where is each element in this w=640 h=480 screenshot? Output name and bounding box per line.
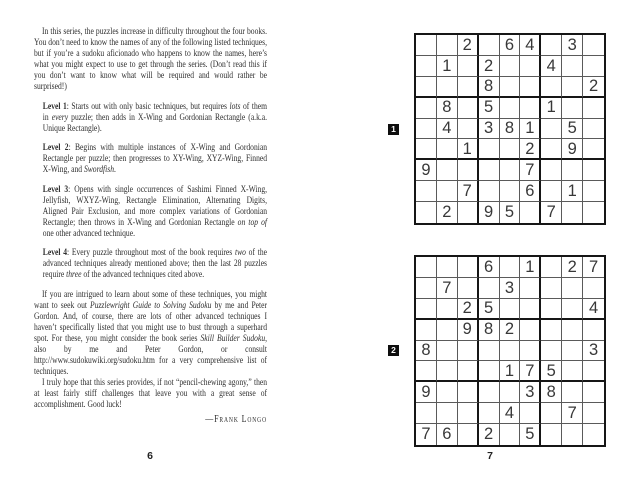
level-4-paragraph: Level 4: Every puzzle throughout most of the book requires two of the advanced techniques already mentioned above; then the last 28 puzzles require three of the advanced techniques cited above.: [42, 248, 268, 280]
sudoku-cell: 2: [458, 35, 479, 56]
sudoku-cell: [458, 77, 479, 98]
sudoku-cell: [520, 341, 541, 362]
sudoku-cell: [520, 56, 541, 77]
sudoku-cell: 5: [541, 361, 562, 382]
sudoku-cell: [500, 56, 521, 77]
sudoku-cell: [520, 403, 541, 424]
page-number-right: 7: [487, 450, 493, 462]
sudoku-cell: [562, 424, 583, 445]
sudoku-cell: [583, 139, 604, 160]
sudoku-cell: 7: [458, 181, 479, 202]
sudoku-cell: [479, 278, 500, 299]
techniques-paragraph: If you are intrigued to learn about some of these techniques, you might want to seek out Puzzlewright Guide to Solving Sudoku by me and Peter Gordon. And, of course, there are lots of other advanced techniques I haven’t specifically listed that you might use to bust through a superhard spot. For these, you might consider the book series Skill Builder Sudoku, also by me and Peter Gordon, or consult http://www.sudokuwiki.org/sudoku.htm for a very comprehensive list of techniques.: [34, 289, 268, 377]
sudoku-cell: 7: [541, 202, 562, 223]
sudoku-cell: 8: [500, 119, 521, 140]
sudoku-cell: 2: [458, 299, 479, 320]
sudoku-cell: [458, 361, 479, 382]
sudoku-cell: [500, 341, 521, 362]
sudoku-cell: [416, 202, 437, 223]
sudoku-cell: [583, 320, 604, 341]
sudoku-cell: [437, 77, 458, 98]
intro-paragraph: In this series, the puzzles increase in difficulty throughout the four books. You don’t need to know the names of any of the following listed techniques, but if you’re a sudoku aficionado who happens to know the names, here’s what you might expect to use to get through the series. (Don’t read this if you don’t want to know what will be required and would rather be surprised!): [34, 27, 268, 92]
sudoku-cell: 2: [583, 77, 604, 98]
sudoku-cell: [500, 299, 521, 320]
sudoku-cell: [437, 299, 458, 320]
sudoku-cell: [520, 98, 541, 119]
sudoku-cell: 7: [583, 257, 604, 278]
sudoku-cell: [562, 278, 583, 299]
sudoku-cell: 1: [562, 181, 583, 202]
sudoku-cell: [583, 424, 604, 445]
sudoku-cell: [437, 382, 458, 403]
sudoku-cell: [541, 257, 562, 278]
sudoku-cell: [479, 341, 500, 362]
sudoku-cell: [437, 257, 458, 278]
sudoku-cell: 6: [479, 257, 500, 278]
sudoku-cell: 1: [437, 56, 458, 77]
sudoku-cell: 9: [416, 160, 437, 181]
sudoku-cell: [416, 77, 437, 98]
sudoku-cell: 7: [562, 403, 583, 424]
sudoku-cell: [479, 382, 500, 403]
sudoku-cell: 4: [541, 56, 562, 77]
sudoku-cell: [583, 98, 604, 119]
sudoku-cell: 2: [520, 139, 541, 160]
sudoku-cell: [583, 202, 604, 223]
sudoku-cell: 4: [520, 35, 541, 56]
sudoku-cell: [479, 403, 500, 424]
sudoku-cell: 6: [520, 181, 541, 202]
sudoku-cell: 3: [583, 341, 604, 362]
sudoku-cell: [458, 56, 479, 77]
sudoku-cell: [562, 320, 583, 341]
sudoku-cell: [583, 382, 604, 403]
puzzle-2-badge: 2: [388, 345, 399, 356]
sudoku-cell: [416, 257, 437, 278]
sudoku-cell: [479, 361, 500, 382]
sudoku-cell: 8: [479, 77, 500, 98]
sudoku-cell: [416, 119, 437, 140]
sudoku-cell: [541, 160, 562, 181]
sudoku-cell: [562, 77, 583, 98]
sudoku-cell: 6: [500, 35, 521, 56]
sudoku-cell: 1: [541, 98, 562, 119]
sudoku-cell: [416, 320, 437, 341]
sudoku-cell: 2: [437, 202, 458, 223]
sudoku-cell: 4: [500, 403, 521, 424]
sudoku-cell: [541, 35, 562, 56]
sudoku-cell: 3: [562, 35, 583, 56]
sudoku-cell: 8: [437, 98, 458, 119]
page-number-left: 6: [147, 450, 153, 462]
sudoku-cell: [583, 361, 604, 382]
sudoku-cell: [541, 181, 562, 202]
sudoku-cell: [458, 278, 479, 299]
sudoku-cell: [437, 181, 458, 202]
sudoku-cell: [416, 35, 437, 56]
sudoku-cell: [541, 299, 562, 320]
sudoku-cell: 1: [520, 119, 541, 140]
sudoku-cell: 8: [416, 341, 437, 362]
level-2-paragraph: Level 2: Begins with multiple instances of X-Wing and Gordonian Rectangle per puzzle; then progresses to XY-Wing, XYZ-Wing, Finned X-Wing, and Swordfish.: [42, 143, 268, 175]
sudoku-cell: 2: [500, 320, 521, 341]
sudoku-cell: [437, 320, 458, 341]
sudoku-cell: [562, 382, 583, 403]
sudoku-cell: [583, 181, 604, 202]
sudoku-cell: 4: [583, 299, 604, 320]
sudoku-cell: 5: [500, 202, 521, 223]
sudoku-cell: [500, 139, 521, 160]
sudoku-cell: 5: [520, 424, 541, 445]
sudoku-cell: [541, 424, 562, 445]
sudoku-cell: [458, 257, 479, 278]
sudoku-cell: [520, 320, 541, 341]
sudoku-cell: [520, 77, 541, 98]
sudoku-cell: [416, 299, 437, 320]
sudoku-cell: [541, 403, 562, 424]
sudoku-cell: [437, 341, 458, 362]
sudoku-cell: [520, 278, 541, 299]
sudoku-cell: [458, 403, 479, 424]
sudoku-cell: [458, 119, 479, 140]
sudoku-grid-2: [414, 255, 606, 447]
sudoku-cell: [416, 403, 437, 424]
sudoku-cell: [500, 77, 521, 98]
sudoku-cell: [416, 181, 437, 202]
sudoku-cell: [458, 382, 479, 403]
sudoku-cell: [437, 403, 458, 424]
sudoku-cell: [520, 202, 541, 223]
sudoku-cell: 3: [500, 278, 521, 299]
sudoku-cell: [458, 160, 479, 181]
sudoku-cell: [583, 56, 604, 77]
sudoku-cell: 8: [541, 382, 562, 403]
sudoku-cell: [479, 35, 500, 56]
sudoku-cell: 9: [458, 320, 479, 341]
sudoku-cell: [562, 361, 583, 382]
sudoku-cell: 2: [479, 56, 500, 77]
sudoku-cell: 8: [479, 320, 500, 341]
sudoku-cell: [416, 278, 437, 299]
sudoku-cell: 3: [520, 382, 541, 403]
sudoku-cell: [458, 424, 479, 445]
sudoku-cell: [500, 98, 521, 119]
sudoku-cell: 2: [562, 257, 583, 278]
sudoku-cell: [541, 119, 562, 140]
sudoku-cell: 5: [562, 119, 583, 140]
sudoku-cell: [416, 361, 437, 382]
sudoku-cell: [541, 320, 562, 341]
sudoku-cell: [500, 160, 521, 181]
sudoku-cell: [479, 160, 500, 181]
sudoku-cell: [562, 98, 583, 119]
sudoku-cell: 1: [500, 361, 521, 382]
sudoku-cell: [541, 139, 562, 160]
sudoku-cell: 3: [479, 119, 500, 140]
sudoku-cell: [583, 278, 604, 299]
author-signature: —Frank Longo: [205, 413, 268, 425]
sudoku-cell: [416, 139, 437, 160]
sudoku-cell: [416, 98, 437, 119]
sudoku-cell: [500, 424, 521, 445]
sudoku-cell: [458, 341, 479, 362]
sudoku-cell: [562, 56, 583, 77]
sudoku-cell: [541, 278, 562, 299]
sudoku-cell: [479, 139, 500, 160]
sudoku-cell: [562, 160, 583, 181]
sudoku-cell: [437, 139, 458, 160]
sudoku-cell: [583, 35, 604, 56]
text-column: [34, 27, 267, 425]
sudoku-cell: [479, 181, 500, 202]
sudoku-cell: 6: [437, 424, 458, 445]
sudoku-cell: [416, 56, 437, 77]
sudoku-cell: [500, 257, 521, 278]
level-1-paragraph: Level 1: Starts out with only basic techniques, but requires lots of them in every puzzle; then adds in X-Wing and Gordonian Rectangle (a.k.a. Unique Rectangle).: [42, 101, 268, 134]
sudoku-cell: [437, 35, 458, 56]
sudoku-cell: 7: [520, 361, 541, 382]
sudoku-cell: 9: [562, 139, 583, 160]
sudoku-cell: [437, 361, 458, 382]
sudoku-cell: [541, 341, 562, 362]
sudoku-cell: 7: [437, 278, 458, 299]
sudoku-cell: [562, 341, 583, 362]
sudoku-cell: [583, 403, 604, 424]
sudoku-cell: 7: [416, 424, 437, 445]
sudoku-cell: [500, 382, 521, 403]
sudoku-cell: [500, 181, 521, 202]
sudoku-cell: 1: [458, 139, 479, 160]
sudoku-cell: 5: [479, 299, 500, 320]
sudoku-cell: [520, 299, 541, 320]
sudoku-cell: 9: [479, 202, 500, 223]
sudoku-cell: 4: [437, 119, 458, 140]
sudoku-cell: 5: [479, 98, 500, 119]
sudoku-cell: [583, 119, 604, 140]
closing-paragraph: I truly hope that this series provides, if not “pencil-chewing agony,” then at least fairly stiff challenges that leave you with a great sense of accomplishment. Good luck!: [34, 377, 268, 410]
sudoku-cell: [562, 202, 583, 223]
sudoku-grid-1: [414, 33, 606, 225]
sudoku-cell: 9: [416, 382, 437, 403]
sudoku-cell: [541, 77, 562, 98]
sudoku-cell: [437, 160, 458, 181]
sudoku-cell: 1: [520, 257, 541, 278]
puzzle-1-badge: 1: [388, 124, 399, 135]
sudoku-cell: 7: [520, 160, 541, 181]
sudoku-cell: 2: [479, 424, 500, 445]
sudoku-cell: [583, 160, 604, 181]
sudoku-cell: [458, 98, 479, 119]
level-3-paragraph: Level 3: Opens with single occurrences of Sashimi Finned X-Wing, Jellyfish, WXYZ-Wing, Rectangle Elimination, Alternating Digits, Aligned Pair Exclusion, and more complex variations of Gordonian Rectangle; then throws in X-Wing and Gordonian Rectangle on top of one other advanced technique.: [42, 184, 268, 239]
sudoku-cell: [458, 202, 479, 223]
sudoku-cell: [562, 299, 583, 320]
